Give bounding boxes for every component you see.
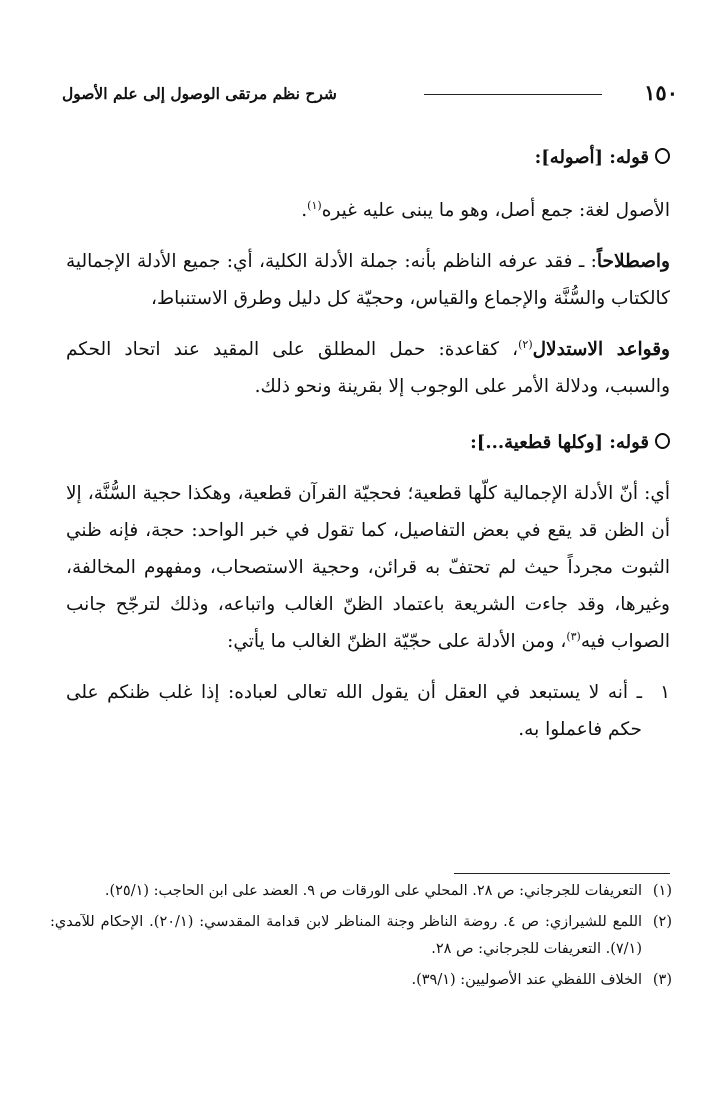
section-heading-kulluha-qatiyya [66,425,670,461]
list-item-text: ـ أنه لا يستبعد في العقل أن يقول الله تعالى لعباده: إذا غلب ظنكم على حكم فاعملوا به. [66,682,642,740]
footnote-text: اللمع للشيرازي: ص ٤. روضة الناظر وجنة المناظر لابن قدامة المقدسي: (٢٠/١). الإحكام للآمدي: (٧/١). التعريفات للجرجاني: ص ٢٨. [50,914,643,957]
footnote [50,878,672,905]
section-heading-text: قوله: [أصوله]: [534,147,649,168]
footnote [50,967,672,994]
paragraph-text: : ـ فقد عرفه الناظم بأنه: جملة الأدلة الكلية، أي: جميع الأدلة الإجمالية كالكتاب والسُّنَّة والإجماع والقياس، وحجيّة كل دليل وطرق الاستنباط، [66,251,670,309]
paragraph-text: الأصول لغة: جمع أصل، وهو ما يبنى عليه غيره [321,200,670,221]
paragraph-definition-istilahan [66,243,670,317]
bold-term: وقواعد الاستدلال [532,339,670,360]
list-number: ١ [660,682,670,703]
header-rule [424,94,602,95]
circle-bullet-icon [655,433,670,449]
paragraph-end: . [301,200,308,221]
paragraph-text: أي: أنّ الأدلة الإجمالية كلّها قطعية؛ فحجيّة القرآن قطعية، وهكذا حجية السُّنَّة، إلا أن الظن قد يقع في بعض التفاصيل، كما تقول في خبر الواحد: حجة، فإنه ظني الثبوت مجرداً حيث لم تحتفّ به قرائن، وحجية الاستصحاب، ومفهوم المخالفة، وغيرها، وقد جاءت الشريعة باعتماد الظنّ الغالب واتباعه، وذلك لترجّح جانب الصواب فيه [66,483,670,652]
list-item [66,674,670,748]
paragraph-end: ، ومن الأدلة على حجّيّة الظنّ الغالب ما يأتي: [227,631,567,652]
bold-term: واصطلاحاً [596,251,670,272]
main-text [66,140,670,748]
running-header [62,78,678,112]
footnote-reference: (١) [307,198,322,212]
footnote-text: الخلاف اللفظي عند الأصوليين: (٣٩/١). [411,972,642,988]
footnote-reference: (٢) [518,337,533,351]
section-heading-text: قوله: [وكلها قطعية...]: [470,432,649,453]
paragraph-qawaid [66,331,670,405]
footnotes [50,878,672,998]
footnote-number: (٣) [652,972,672,988]
footnote-number: (١) [652,883,672,899]
paragraph-explanation [66,475,670,660]
footnote [50,909,672,963]
footnote-number: (٢) [652,914,672,930]
paragraph-definition-lughatan [66,192,670,229]
footnote-text: التعريفات للجرجاني: ص ٢٨. المحلي على الورقات ص ٩. العضد على ابن الحاجب: (٢٥/١). [104,883,642,899]
paragraph-text: ، كقاعدة: حمل المطلق على المقيد عند اتحاد الحكم والسبب، ودلالة الأمر على الوجوب إلا بقرينة ونحو ذلك. [66,339,670,397]
book-title: شرح نظم مرتقى الوصول إلى علم الأصول [62,84,337,103]
footnote-reference: (٣) [566,629,581,643]
footnote-separator [454,873,670,874]
circle-bullet-icon [655,148,670,164]
page-number: ١٥٠ [644,80,678,105]
section-heading-usuluhu [66,140,670,176]
